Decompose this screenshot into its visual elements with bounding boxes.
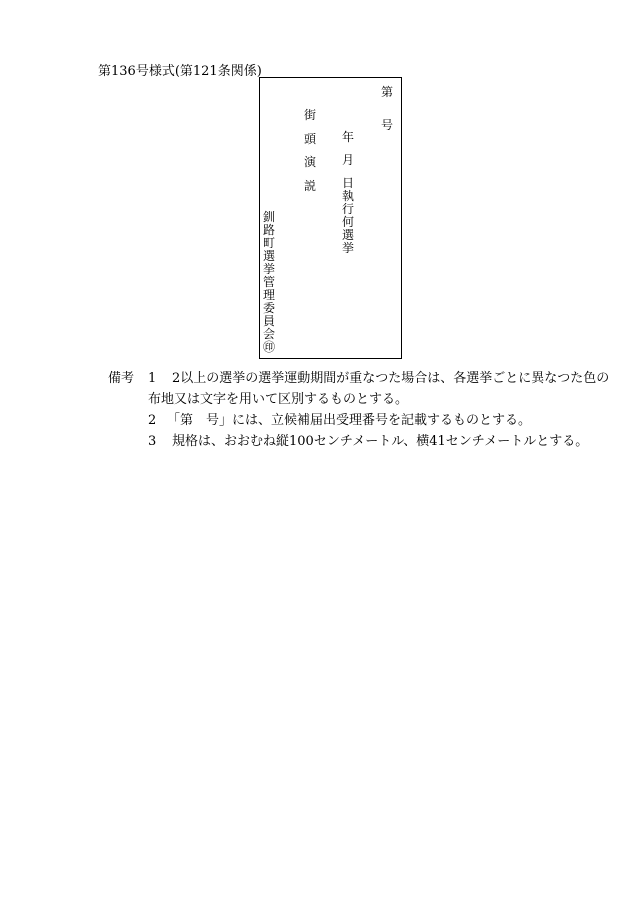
note-number: 3: [148, 434, 157, 449]
note-number: 2: [148, 413, 157, 428]
note-text-continued: 布地又は文字を用いて区別するものとする。: [148, 392, 409, 407]
sign-committee-char: 会: [262, 327, 275, 341]
sign-seal-char: ㊞: [262, 340, 275, 354]
form-title: 第136号様式(第121条関係): [98, 64, 262, 79]
sign-committee-char: 挙: [262, 262, 275, 276]
sign-speech-char: 頭: [303, 131, 316, 146]
sign-date-char: 選: [341, 228, 354, 242]
note-text: 規格は、おおむね縦100センチメートル、横41センチメートルとする。: [172, 434, 589, 449]
sign-date-char: 日: [341, 176, 354, 190]
sign-committee-char: 委: [262, 301, 275, 315]
sign-committee-char: 員: [262, 314, 275, 328]
sign-committee-char: 選: [262, 249, 275, 263]
note-text: 2以上の選挙の選挙運動期間が重なつた場合は、各選挙ごとに異なつた色の: [172, 371, 610, 386]
notes-heading: 備考: [108, 371, 135, 386]
sign-speech-char: 演: [303, 155, 316, 169]
sign-committee-char: 町: [262, 236, 275, 250]
note-number: 1: [148, 371, 157, 386]
sign-speech-char: 説: [303, 178, 316, 193]
sign-number-char: 号: [380, 118, 393, 132]
sign-committee-char: 管: [262, 275, 275, 289]
sign-number-char: 第: [380, 85, 393, 99]
sign-committee-char: 路: [262, 223, 275, 237]
sign-date-char: 何: [341, 215, 354, 229]
sign-date-char: 月: [341, 153, 354, 167]
note-text: 「第 号」には、立候補届出受理番号を記載するものとする。: [167, 413, 532, 428]
sign-committee-char: 理: [262, 288, 275, 302]
sign-date-char: 年: [341, 130, 354, 144]
sign-speech-char: 街: [303, 108, 316, 122]
sign-date-char: 行: [341, 202, 354, 216]
sign-date-char: 挙: [341, 241, 354, 255]
sign-date-char: 執: [341, 189, 354, 203]
sign-committee-char: 釧: [262, 210, 275, 224]
